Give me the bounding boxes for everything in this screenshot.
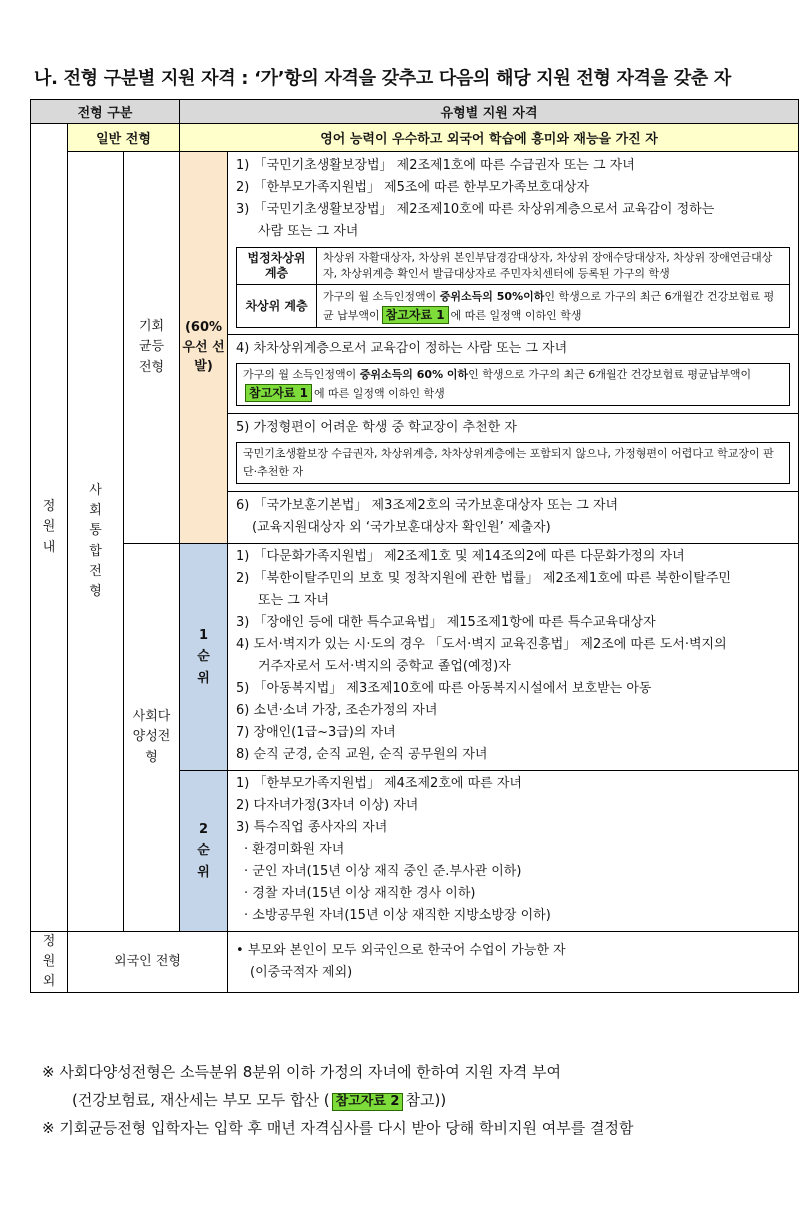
- rank1-item-3: 3) 「장애인 등에 대한 특수교육법」 제15조제1항에 따른 특수교육대상자: [236, 615, 656, 630]
- quota-outside-label: 정원외: [31, 932, 68, 993]
- note-3: ※ 기회균등전형 입학자는 입학 후 매년 자격심사를 다시 받아 당해 학비지원 여부를 결정함: [42, 1119, 634, 1137]
- opp-item-6a: 6) 「국가보훈기본법」 제3조제2호의 국가보훈대상자 또는 그 자녀: [236, 498, 619, 513]
- opportunity-label: 기회균등전형: [124, 152, 180, 544]
- opp-item-6b: (교육지원대상자 외 ‘국가보훈대상자 확인원’ 제출자): [252, 520, 551, 535]
- foreign-line-2: (이중국적자 제외): [250, 965, 353, 981]
- near-poverty-table: [236, 247, 790, 328]
- rank2-subitem-1: · 환경미화원 자녀: [244, 842, 345, 857]
- note-1: ※ 사회다양성전형은 소득분위 8분위 이하 가정의 자녀에 한하여 지원 자격 부여: [42, 1063, 561, 1081]
- rank1-item-8: 8) 순직 군경, 순직 교원, 순직 공무원의 자녀: [236, 747, 488, 762]
- header-qualification: 유형별 지원 자격: [180, 100, 799, 124]
- ref-badge-1b: 참고자료 1: [245, 384, 312, 402]
- foreign-line-1: • 부모와 본인이 모두 외국인으로 한국어 수업이 가능한 자: [236, 943, 566, 959]
- rank1-item-5: 5) 「아동복지법」 제3조제10호에 따른 아동복지시설에서 보호받는 아동: [236, 681, 652, 696]
- general-text: 영어 능력이 우수하고 외국어 학습에 흥미와 재능을 가진 자: [180, 124, 799, 152]
- opp-item-3b: 사람 또는 그 자녀: [258, 224, 359, 239]
- eligibility-table: [30, 99, 799, 993]
- rank1-item-7: 7) 장애인(1급~3급)의 자녀: [236, 725, 396, 740]
- near-poverty-text: 가구의 월 소득인정액이 중위소득의 50%이하인 학생으로 가구의 최근 6개월간 건강보험료 평균 납부액이 참고자료 1 에 따른 일정액 이하인 학생: [317, 285, 790, 328]
- rank1-item-2: 2) 「북한이탈주민의 보호 및 정착지원에 관한 법률」 제2조제1호에 따른 북한이탈주민: [236, 571, 731, 586]
- rank2-item-3: 3) 특수직업 종사자의 자녀: [236, 820, 388, 835]
- rank1-item-4b: 거주자로서 도서·벽지의 중학교 졸업(예정)자: [258, 659, 511, 674]
- social-integration-label: 사회통합전형: [68, 152, 124, 932]
- quota-inside-label: 정원내: [31, 124, 68, 932]
- opportunity-content: [228, 152, 799, 544]
- rank1-label: 1순위: [180, 544, 228, 771]
- diversity-label: 사회다양성전형: [124, 544, 180, 932]
- rank2-subitem-3: · 경찰 자녀(15년 이상 재직한 경사 이하): [244, 886, 476, 901]
- opp-item-2: 2) 「한부모가족지원법」 제5조에 따른 한부모가족보호대상자: [236, 180, 590, 195]
- rank2-item-1: 1) 「한부모가족지원법」 제4조제2호에 따른 자녀: [236, 776, 522, 791]
- rank2-item-2: 2) 다자녀가정(3자녀 이상) 자녀: [236, 798, 419, 813]
- header-type: 전형 구분: [31, 100, 180, 124]
- rank1-item-4: 4) 도서·벽지가 있는 시·도의 경우 「도서·벽지 교육진흥법」 제2조에 따른 도서·벽지의: [236, 637, 727, 652]
- rank2-subitem-2: · 군인 자녀(15년 이상 재직 중인 준.부사관 이하): [244, 864, 522, 879]
- foreign-label: 외국인 전형: [68, 932, 228, 993]
- note-2: (건강보험료, 재산세는 부모 모두 합산 ( 참고자료 2 참고)): [72, 1091, 447, 1109]
- ref-badge-2: 참고자료 2: [332, 1093, 404, 1111]
- foreign-content: [228, 932, 799, 993]
- rank1-item-2b: 또는 그 자녀: [258, 593, 330, 608]
- rank2-label: 2순위: [180, 771, 228, 932]
- opp-item-5: 5) 가정형편이 어려운 학생 중 학교장이 추천한 자: [236, 420, 517, 435]
- rank1-item-6: 6) 소년·소녀 가장, 조손가정의 자녀: [236, 703, 438, 718]
- legal-near-poverty-text: 차상위 자활대상자, 차상위 본인부담경감대상자, 차상위 장애수당대상자, 차상위 장애연금대상자, 차상위계층 확인서 발급대상자로 주민자치센터에 등록된 가구의 학생: [317, 248, 790, 285]
- section-title: 나. 전형 구분별 지원 자격 : ‘가’항의 자격을 갖추고 다음의 해당 지원 전형 자격을 갖춘 자: [34, 68, 732, 89]
- opp-item-4: 4) 차차상위계층으로서 교육감이 정하는 사람 또는 그 자녀: [236, 341, 568, 356]
- near-poverty-label: 차상위 계층: [237, 285, 317, 328]
- priority-label: (60% 우선 선발): [180, 152, 228, 544]
- rank1-content: [228, 544, 799, 771]
- ref-badge-1: 참고자료 1: [382, 306, 449, 324]
- general-label: 일반 전형: [68, 124, 180, 152]
- opp-box-4: 가구의 월 소득인정액이 중위소득의 60% 이하인 학생으로 가구의 최근 6개월간 건강보험료 평균납부액이참고자료 1 에 따른 일정액 이하인 학생: [236, 363, 790, 406]
- notes: [42, 1058, 802, 1142]
- rank1-item-1: 1) 「다문화가족지원법」 제2조제1호 및 제14조의2에 따른 다문화가정의 자녀: [236, 549, 685, 564]
- legal-near-poverty-label: 법정차상위 계층: [237, 248, 317, 285]
- opp-item-1: 1) 「국민기초생활보장법」 제2조제1호에 따른 수급권자 또는 그 자녀: [236, 158, 635, 173]
- opp-item-3a: 3) 「국민기초생활보장법」 제2조제10호에 따른 차상위계층으로서 교육감이 정하는: [236, 202, 715, 217]
- rank2-subitem-4: · 소방공무원 자녀(15년 이상 재직한 지방소방장 이하): [244, 908, 551, 923]
- rank2-content: [228, 771, 799, 932]
- opp-box-5: 국민기초생활보장 수급권자, 차상위계층, 차차상위계층에는 포함되지 않으나, 가정형편이 어렵다고 학교장이 판단·추천한 자: [236, 442, 790, 484]
